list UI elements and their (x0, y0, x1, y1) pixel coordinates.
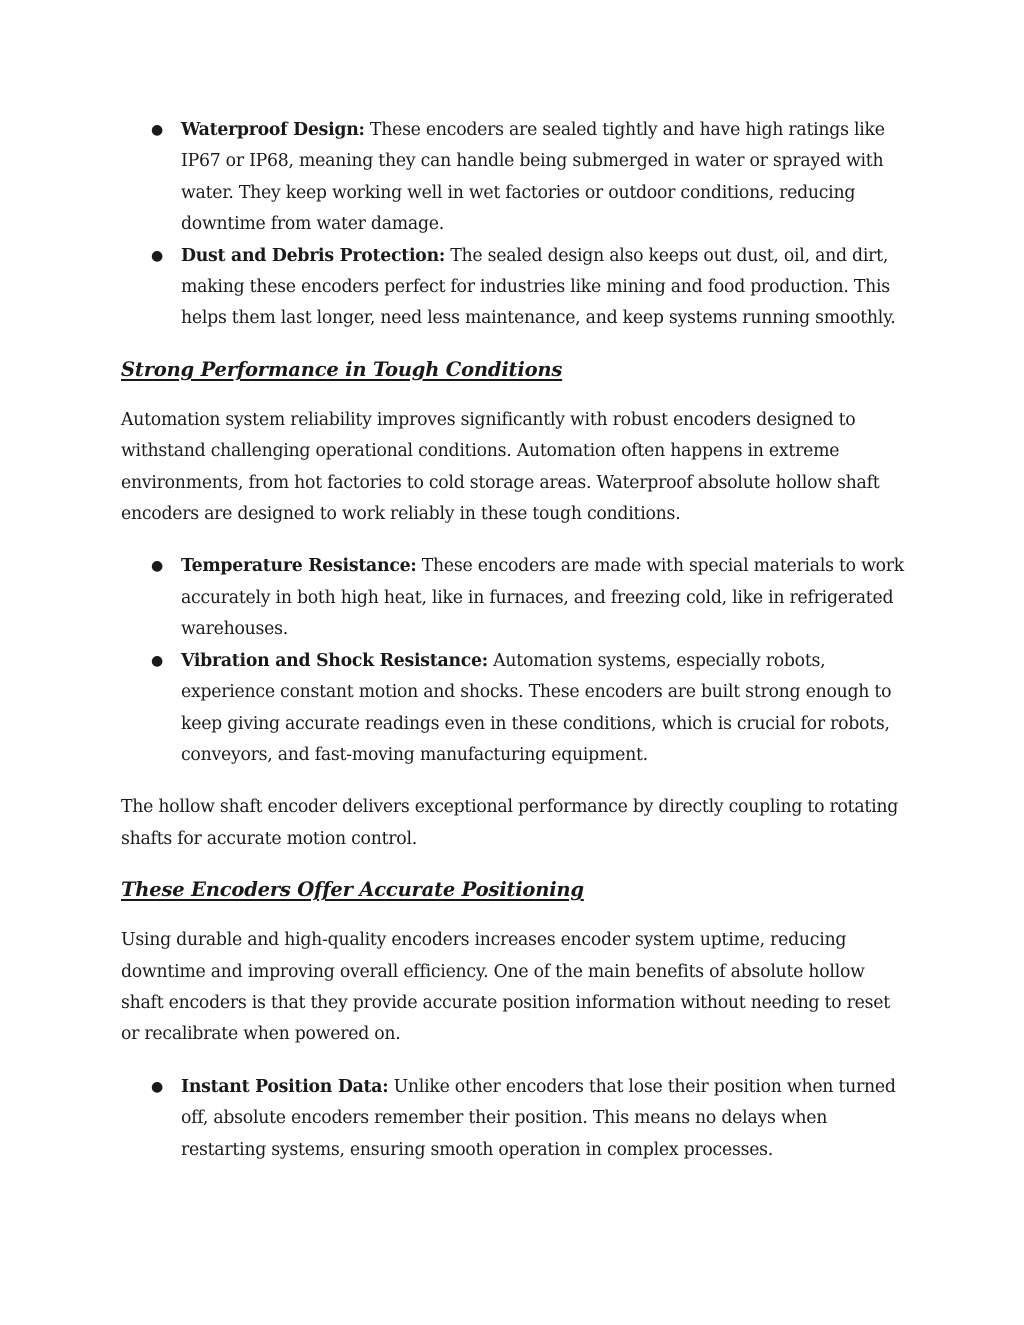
bullet-text: Unlike other encoders that lose their position when turned off, absolute encoders remember their position. This means no delays when restarting systems, ensuring smooth operation in complex processes. (181, 1076, 896, 1160)
bullet-icon: ● (151, 247, 163, 264)
bullet-text: The sealed design also keeps out dust, oil, and dirt, making these encoders perfect for industries like mining and food production. This helps them last longer, need less maintenance, and keep systems running smoothly. (181, 245, 896, 329)
bullet-list-protection (121, 115, 904, 335)
list-item (151, 241, 904, 335)
bullet-title: Dust and Debris Protection: (181, 245, 446, 266)
bullet-title: Temperature Resistance: (181, 556, 417, 577)
bullet-text: These encoders are sealed tightly and have high ratings like IP67 or IP68, meaning they can handle being submerged in water or sprayed with water. They keep working well in wet factories or outdoor conditions, reducing downtime from water damage. (181, 120, 885, 235)
bullet-list-resistance (121, 551, 904, 771)
bullet-title: Vibration and Shock Resistance: (181, 650, 488, 671)
list-item (151, 1072, 904, 1166)
list-item (151, 115, 904, 241)
section-heading-positioning: These Encoders Offer Accurate Positioning (121, 878, 584, 902)
paragraph-performance-outro: The hollow shaft encoder delivers exceptional performance by directly coupling to rotating shafts for accurate motion control. (121, 797, 899, 849)
bullet-title: Instant Position Data: (181, 1076, 389, 1097)
bullet-icon: ● (151, 652, 163, 669)
list-item (151, 646, 904, 772)
bullet-icon: ● (151, 558, 163, 575)
list-item (151, 551, 904, 645)
paragraph-performance-intro: Automation system reliability improves significantly with robust encoders designed to withstand challenging operational conditions. Automation often happens in extreme environments, from hot factories to cold storage areas. Waterproof absolute hollow shaft encoders are designed to work reliably in these tough conditions. (121, 409, 880, 525)
paragraph-positioning-intro: Using durable and high-quality encoders increases encoder system uptime, reducing downtime and improving overall efficiency. One of the main benefits of absolute hollow shaft encoders is that they provide accurate position information without needing to reset or recalibrate when powered on. (121, 930, 890, 1045)
bullet-icon: ● (151, 1078, 163, 1095)
bullet-icon: ● (151, 122, 163, 138)
bullet-title: Waterproof Design: (181, 120, 365, 140)
bullet-list-positioning (121, 1072, 904, 1166)
section-heading-performance: Strong Performance in Tough Conditions (121, 357, 563, 381)
bullet-text: These encoders are made with special materials to work accurately in both high heat, like in furnaces, and freezing cold, like in refrigerated warehouses. (181, 556, 904, 640)
bullet-text: Automation systems, especially robots, experience constant motion and shocks. These encoders are built strong enough to keep giving accurate readings even in these conditions, which is crucial for robots, conveyors, and fast-moving manufacturing equipment. (181, 650, 892, 765)
